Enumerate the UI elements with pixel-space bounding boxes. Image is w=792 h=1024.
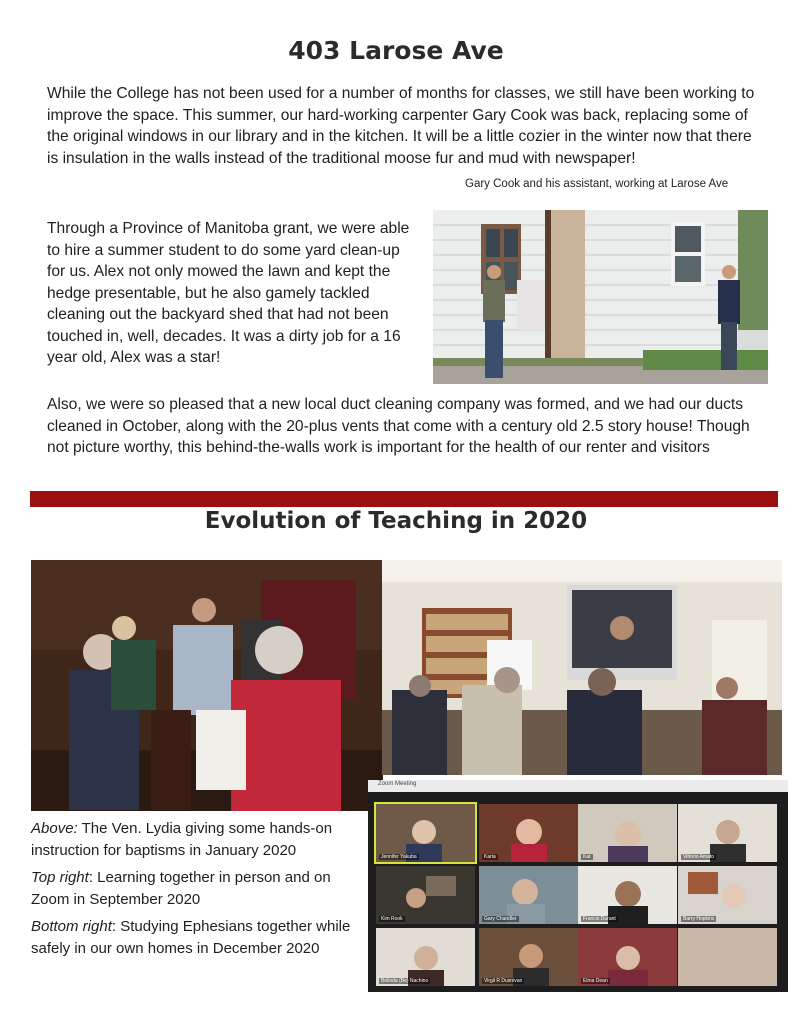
caption-in-person: Top right: Learning together in person and on Zoom in September 2020 — [31, 869, 331, 908]
caption-zoom: Bottom right: Studying Ephesians together while safely in our own homes in December 2020 — [31, 918, 351, 957]
zoom-tile-8: Barry Hopkins — [678, 866, 777, 924]
caption-baptism: Above: The Ven. Lydia giving some hands-on instruction for baptisms in January 2020 — [31, 820, 333, 859]
house-photo-caption: Gary Cook and his assistant, working at Larose Ave — [465, 178, 729, 190]
zoom-tile-12 — [678, 928, 777, 986]
paragraph-duct-cleaning: Also, we were so pleased that a new local duct cleaning company was formed, and we had our ducts cleaned in October, along with the 20-plus vents that come with a century old 2.5 story house! Though not picture worthy, this behind-the-walls work is important for the health of our renter and visitors — [47, 396, 750, 456]
zoom-title-bar — [368, 780, 788, 792]
zoom-tile-9: Belinda (Be) Nachino — [376, 928, 475, 986]
section-title-larose: 403 Larose Ave — [288, 36, 504, 65]
zoom-window-title: Zoom Meeting — [378, 781, 417, 787]
zoom-tile-1: Jennifer Yakuba — [376, 804, 475, 862]
house-photo — [433, 210, 768, 384]
zoom-tile-3: Kat — [578, 804, 677, 862]
teaching-captions — [31, 818, 361, 965]
section-title-teaching: Evolution of Teaching in 2020 — [204, 508, 588, 534]
zoom-tile-5: Kim Rook — [376, 866, 475, 924]
zoom-tile-2: Karla — [479, 804, 578, 862]
zoom-tile-10: Virgil R Dusnivan — [479, 928, 578, 986]
zoom-meeting-screenshot — [368, 780, 788, 992]
classroom-photo — [382, 560, 782, 775]
zoom-tile-6: Gary Chandler — [479, 866, 578, 924]
paragraph-summer-student: Through a Province of Manitoba grant, we were able to hire a summer student to do some yard clean-up for us. Alex not only mowed the lawn and kept the hedge presentable, but he also gamely tackled cleaning out the backyard shed that had not been touched in, well, decades. It was a dirty job for a 16 year old, Alex was a star! — [47, 220, 410, 366]
zoom-tile-11: Elma Dean — [578, 928, 677, 986]
baptism-photo — [31, 560, 383, 811]
section-divider — [30, 491, 778, 507]
zoom-tile-7: Francis Durant — [578, 866, 677, 924]
paragraph-carpenter: While the College has not been used for a number of months for classes, we still have been working to improve the space. This summer, our hard-working carpenter Gary Cook was back, replacing some of the original windows in our library and in the kitchen. It will be a little cozier in the winter now that there is insulation in the walls instead of the traditional moose fur and mud with newspaper! — [47, 85, 755, 167]
zoom-tile-4: Vittorio Amato — [678, 804, 777, 862]
